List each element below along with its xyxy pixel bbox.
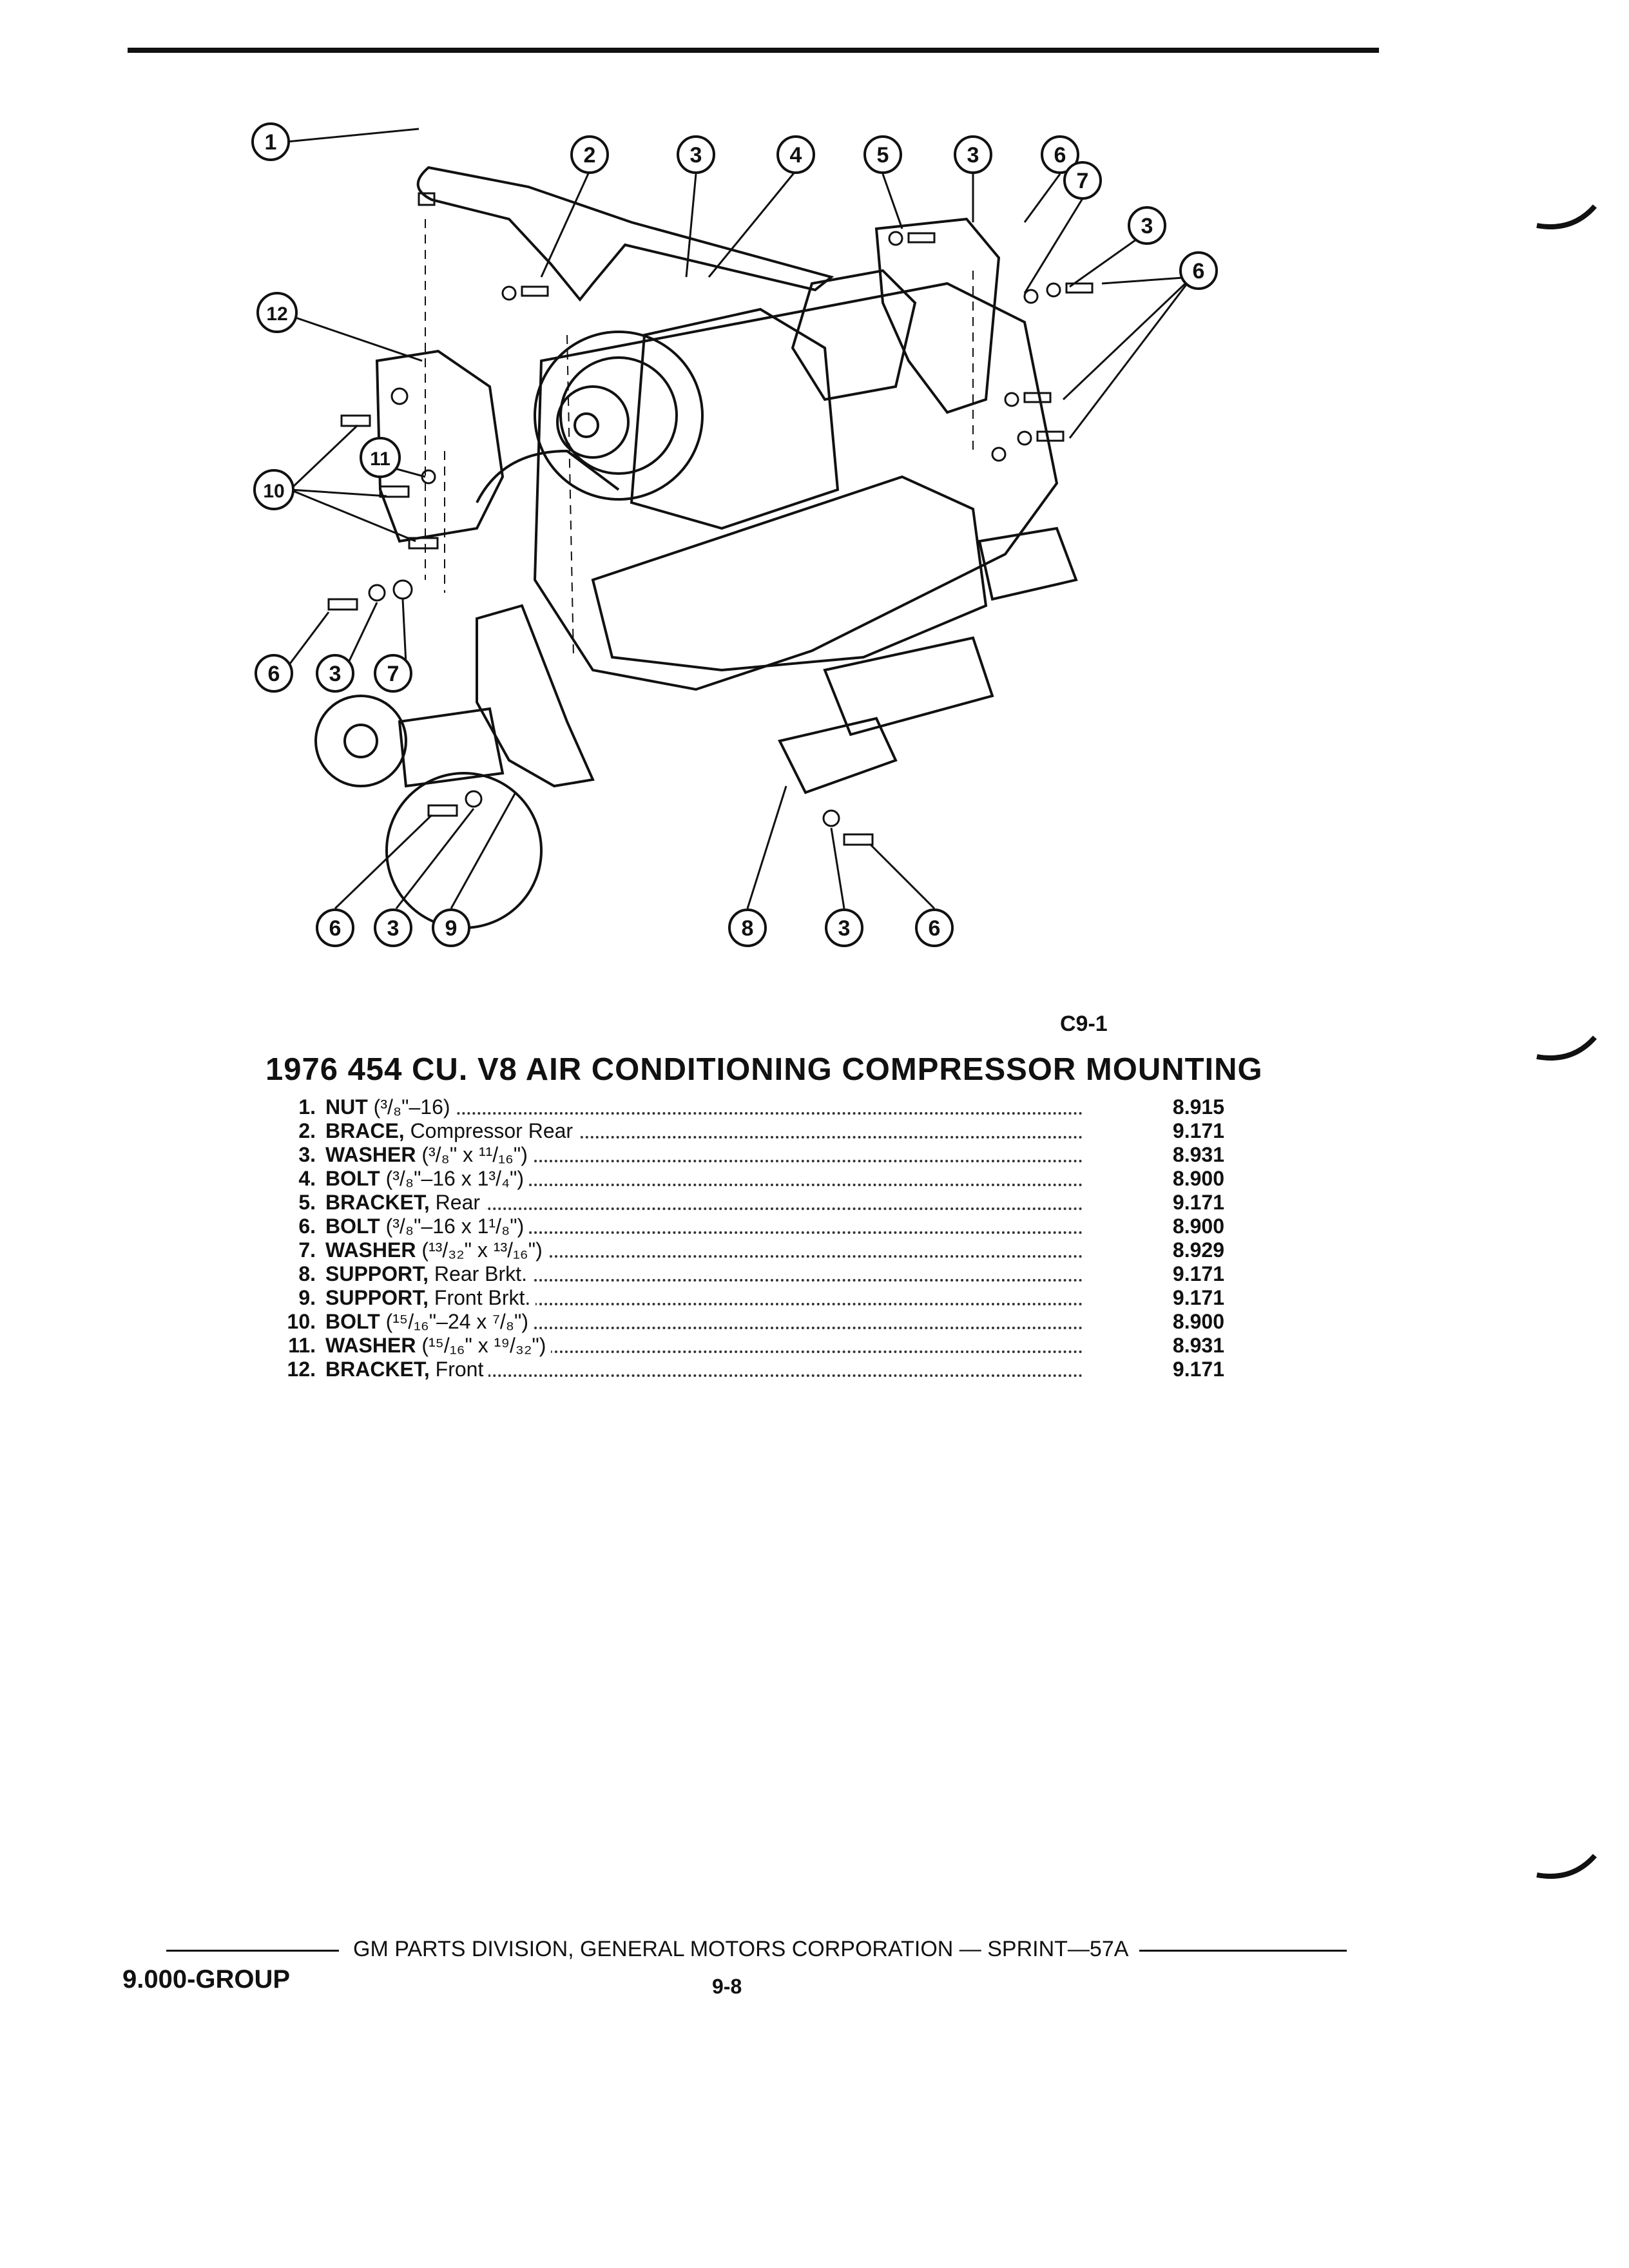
footer-publisher: GM PARTS DIVISION, GENERAL MOTORS CORPORATION — SPRINT—57A: [353, 1937, 1129, 1961]
part-reference: 8.915: [1172, 1095, 1224, 1119]
part-desc: (¹⁵/₁₆" x ¹⁹/₃₂"): [416, 1334, 546, 1357]
bolt-glyph: [909, 233, 934, 242]
callout-6: [916, 910, 952, 946]
svg-text:6: 6: [1054, 143, 1066, 168]
parts-row: [271, 1238, 1224, 1262]
part-name: SUPPORT,: [325, 1286, 429, 1309]
part-reference: 9.171: [1172, 1286, 1224, 1309]
svg-text:3: 3: [967, 143, 979, 168]
part-reference: 8.931: [1172, 1143, 1224, 1166]
svg-text:6: 6: [329, 916, 342, 941]
svg-text:2: 2: [583, 143, 596, 168]
part-name: WASHER: [325, 1143, 416, 1166]
part-name: BRACKET,: [325, 1191, 430, 1214]
parts-row: [271, 1095, 1224, 1119]
parts-list: [271, 1095, 1224, 1381]
callout-3: [955, 137, 991, 173]
part-name-wrap: [325, 1215, 529, 1238]
callout-4: [778, 137, 814, 173]
parts-row: [271, 1286, 1224, 1310]
footer-rule-left: [166, 1950, 339, 1952]
manifold-rear-shape: [979, 528, 1076, 599]
washer-glyph: [392, 389, 407, 404]
parts-row: [271, 1119, 1224, 1143]
washer-glyph: [1025, 290, 1037, 303]
svg-text:3: 3: [838, 916, 851, 941]
svg-text:6: 6: [267, 662, 280, 686]
part-desc: (³/₈"–16 x 1³/₄"): [380, 1167, 525, 1190]
binding-mark: [1534, 1843, 1598, 1894]
part-name: WASHER: [325, 1238, 416, 1262]
svg-text:11: 11: [370, 448, 390, 470]
washer-glyph: [889, 232, 902, 245]
bolt-glyph: [844, 834, 872, 845]
svg-text:4: 4: [789, 143, 802, 168]
rear-brace-shape: [418, 168, 831, 300]
part-number: 10.: [287, 1310, 316, 1333]
part-desc: Front: [429, 1358, 484, 1381]
callout-6: [1181, 253, 1217, 289]
part-desc: (¹⁵/₁₆"–24 x ⁷/₈"): [380, 1310, 529, 1333]
callout-3: [678, 137, 714, 173]
svg-text:9: 9: [445, 916, 458, 941]
top-rule: [128, 48, 1379, 53]
parts-row: [271, 1310, 1224, 1334]
part-name: BRACE,: [325, 1119, 405, 1142]
washer-glyph: [824, 811, 839, 826]
part-number: 7.: [298, 1238, 316, 1262]
svg-text:1: 1: [264, 130, 277, 155]
washer-glyph: [503, 287, 516, 300]
crank-pulley: [387, 773, 541, 928]
part-number: 9.: [298, 1286, 316, 1309]
callout-6: [317, 910, 353, 946]
group-label: 9.000-GROUP: [122, 1965, 291, 1994]
parts-row: [271, 1215, 1224, 1238]
callout-2: [572, 137, 608, 173]
part-number: 5.: [298, 1191, 316, 1214]
part-number: 11.: [288, 1334, 316, 1357]
callout-5: [865, 137, 901, 173]
washer-glyph: [1018, 432, 1031, 445]
bolt-glyph: [1037, 432, 1063, 441]
svg-text:6: 6: [1192, 259, 1205, 284]
part-reference: 9.171: [1172, 1119, 1224, 1142]
svg-text:12: 12: [266, 303, 288, 325]
part-reference: 8.900: [1172, 1215, 1224, 1238]
part-name-wrap: [325, 1310, 534, 1334]
part-number: 2.: [298, 1119, 316, 1142]
callout-6: [256, 655, 292, 691]
part-name: BOLT: [325, 1215, 380, 1238]
page-number: 9-8: [712, 1975, 742, 1998]
part-number: 8.: [298, 1262, 316, 1285]
svg-text:6: 6: [928, 916, 941, 941]
footer-rule-right: [1139, 1950, 1347, 1952]
callout-8: [729, 910, 766, 946]
part-number: 12.: [287, 1358, 316, 1381]
bolt-glyph: [342, 416, 370, 426]
part-number: 1.: [298, 1095, 316, 1119]
water-pump-hub: [345, 725, 377, 757]
part-reference: 9.171: [1172, 1358, 1224, 1381]
washer-glyph: [1047, 284, 1060, 296]
svg-text:7: 7: [1076, 169, 1089, 193]
part-name-wrap: [325, 1143, 533, 1167]
washer-glyph: [394, 581, 412, 599]
bolt-glyph: [329, 599, 357, 610]
callout-9: [433, 910, 469, 946]
part-name-wrap: [325, 1167, 529, 1191]
washer-glyph: [992, 448, 1005, 461]
front-support-shape: [477, 606, 593, 786]
part-reference: 8.929: [1172, 1238, 1224, 1262]
part-name: SUPPORT,: [325, 1262, 429, 1285]
exploded-view-diagram: [232, 90, 1237, 973]
water-pump-pulley: [316, 696, 406, 786]
part-name-wrap: [325, 1095, 456, 1119]
parts-row: [271, 1358, 1224, 1381]
callout-11: [361, 438, 400, 477]
part-desc: (³/₈"–16 x 1¹/₈"): [380, 1215, 525, 1238]
parts-row: [271, 1191, 1224, 1215]
part-name: BOLT: [325, 1310, 380, 1333]
part-desc: Compressor Rear: [404, 1119, 574, 1142]
svg-text:10: 10: [263, 481, 285, 502]
part-desc: Rear Brkt.: [429, 1262, 527, 1285]
part-name-wrap: [325, 1262, 532, 1286]
rear-support-shape: [780, 718, 896, 793]
parts-row: [271, 1143, 1224, 1167]
svg-text:3: 3: [689, 143, 702, 168]
part-name: BOLT: [325, 1167, 380, 1190]
figure-code: C9-1: [1060, 1012, 1108, 1036]
callout-7: [375, 655, 411, 691]
washer-glyph: [466, 791, 481, 807]
callout-3: [317, 655, 353, 691]
compressor-hub: [575, 414, 598, 437]
callout-12: [258, 293, 296, 332]
washer-glyph: [369, 585, 385, 601]
compressor-housing: [631, 309, 838, 528]
part-desc: (³/₈"–16): [367, 1095, 450, 1119]
callout-3: [375, 910, 411, 946]
part-name-wrap: [325, 1286, 535, 1310]
washer-glyph: [1005, 393, 1018, 406]
bolt-glyph: [1066, 284, 1092, 293]
binding-mark: [1534, 193, 1598, 245]
svg-text:3: 3: [329, 662, 342, 686]
part-reference: 9.171: [1172, 1191, 1224, 1214]
page-title: 1976 454 CU. V8 AIR CONDITIONING COMPRESSOR MOUNTING: [265, 1052, 1263, 1087]
part-desc: Rear: [429, 1191, 481, 1214]
part-name: WASHER: [325, 1334, 416, 1357]
svg-text:5: 5: [876, 143, 889, 168]
part-name-wrap: [325, 1334, 551, 1358]
exhaust-manifold-shape: [825, 638, 992, 735]
part-name-wrap: [325, 1191, 485, 1215]
rear-bracket-shape: [876, 219, 999, 412]
parts-row: [271, 1262, 1224, 1286]
part-desc: (¹³/₃₂" x ¹³/₁₆"): [416, 1238, 543, 1262]
callout-3: [1129, 207, 1165, 244]
part-name: NUT: [325, 1095, 368, 1119]
callout-3: [826, 910, 862, 946]
part-number: 6.: [298, 1215, 316, 1238]
part-name: BRACKET,: [325, 1358, 430, 1381]
part-number: 3.: [298, 1143, 316, 1166]
part-reference: 8.931: [1172, 1334, 1224, 1357]
part-name-wrap: [325, 1358, 488, 1381]
svg-text:3: 3: [387, 916, 400, 941]
part-reference: 8.900: [1172, 1310, 1224, 1333]
compressor-mounting-illustration: [232, 90, 1237, 973]
part-number: 4.: [298, 1167, 316, 1190]
part-reference: 8.900: [1172, 1167, 1224, 1190]
callout-1: [253, 124, 289, 160]
binding-mark: [1534, 1024, 1598, 1076]
bolt-glyph: [522, 287, 548, 296]
bolt-glyph: [1025, 393, 1050, 402]
part-name-wrap: [325, 1238, 548, 1262]
svg-text:8: 8: [741, 916, 754, 941]
parts-row: [271, 1167, 1224, 1191]
part-desc: Front Brkt.: [429, 1286, 531, 1309]
svg-text:3: 3: [1141, 214, 1153, 238]
callout-7: [1065, 162, 1101, 198]
svg-text:7: 7: [387, 662, 400, 686]
callout-10: [255, 470, 293, 509]
part-desc: (³/₈" x ¹¹/₁₆"): [416, 1143, 528, 1166]
bolt-glyph: [429, 805, 457, 816]
part-name-wrap: [325, 1119, 578, 1143]
part-reference: 9.171: [1172, 1262, 1224, 1285]
parts-row: [271, 1334, 1224, 1358]
